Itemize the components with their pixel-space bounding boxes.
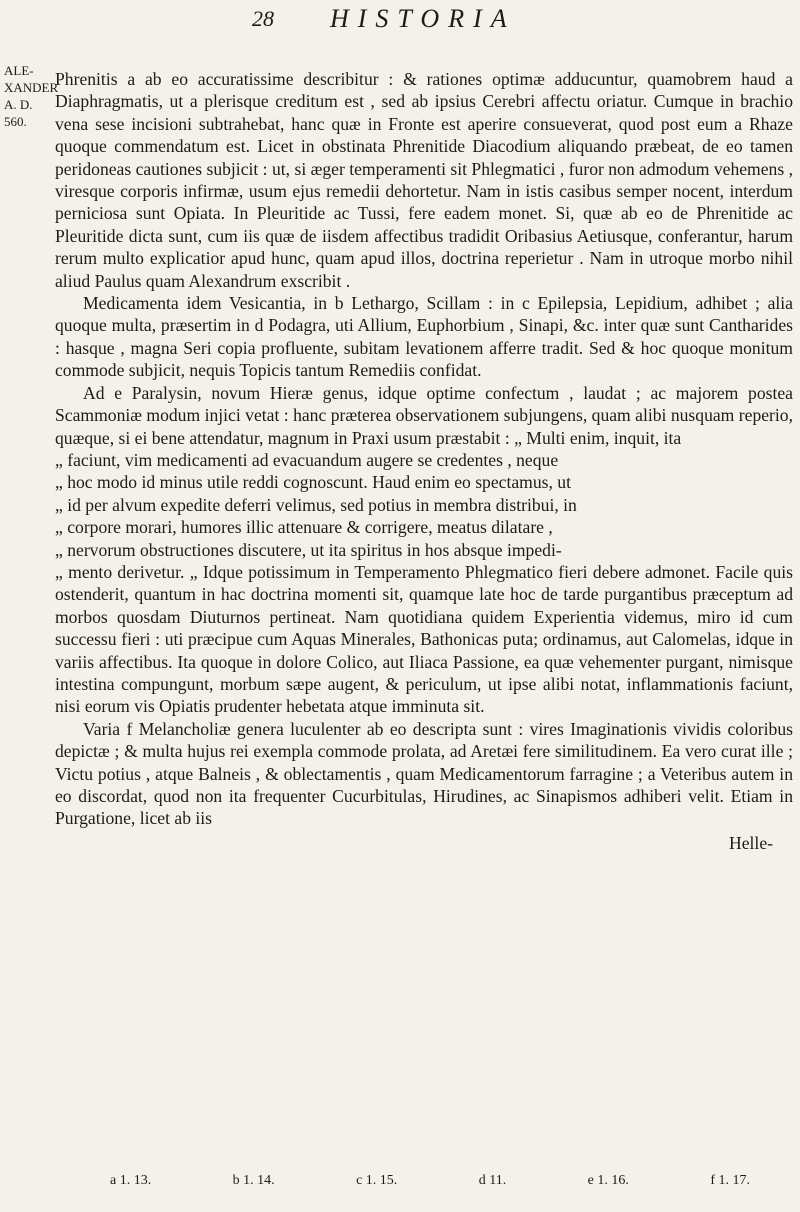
- margin-note-line: 560.: [4, 114, 27, 129]
- footnote: c 1. 15.: [356, 1173, 398, 1188]
- footnote: f 1. 17.: [710, 1173, 750, 1188]
- margin-note-line: A. D.: [4, 97, 33, 112]
- footnote: b 1. 14.: [232, 1173, 275, 1188]
- quoted-line: „ corpore morari, humores illic attenuare & corrigere, meatus dilatare ,: [55, 517, 553, 538]
- paragraph: „ mento derivetur. „ Idque potissimum in Temperamento Phlegmatico fieri debere admonet. Facile quis ostenderit, quantum in hac doctrina momenti sit, quamque late hoc de tarde purgantibus præceptum ad morbos quosdam Diuturnos pertineat. Nam quotidiana quidem Experientia videmus, miro id cum successu fieri : uti præcipue cum Aquas Minerales, Bathonicas puta; ordinamus, aut Calomelas, idque in variis affectibus. Ita quoque in dolore Colico, aut Iliaca Passione, ea quæ vehementer purgant, nimisque intestina compungunt, morbum sæpe augent, & periculum, ut ipse alibi notat, inflammationis faciunt, nisi eorum vis Opiatis prudenter hebetata atque imminuta sit.: [55, 561, 793, 717]
- quoted-line: „ nervorum obstructiones discutere, ut ita spiritus in hos absque impedi-: [55, 539, 562, 560]
- paragraph: Varia f Melancholiæ genera luculenter ab eo descripta sunt : vires Imaginationis vividis coloribus depictæ ; & multa hujus rei exempla commode prolata, ad Aretæi fere similitudinem. Ea vero curat ille ; Victu potius , atque Balneis , & oblectamentis , quam Medicamentorum farragine ; a Veteribus autem in eo discordat, quod non ita frequenter Cucurbitulas, Hirudines, ac Sinapismos adhiberi velit. Etiam in Purgatione, licet ab iis: [55, 718, 793, 829]
- footnotes: [110, 1173, 750, 1189]
- quoted-line: „ id per alvum expedite deferri velimus, sed potius in membra distribui, in: [55, 494, 577, 515]
- body-text: [55, 68, 793, 854]
- margin-note: [4, 62, 59, 130]
- quoted-line: „ faciunt, vim medicamenti ad evacuandum augere se credentes , neque: [55, 449, 559, 470]
- margin-note-line: ALE-: [4, 63, 34, 78]
- footnote: e 1. 16.: [587, 1173, 629, 1188]
- paragraph: Phrenitis a ab eo accuratissime describitur : & rationes optimæ adducuntur, quamobrem haud a Diaphragmatis, ut a plerisque creditum est , sed ab ipsius Cerebri affectu oriatur. Cumque in brachio vena sese incisioni subtrahebat, hanc quæ in Fronte est aperire consueverat, quod post eum a Rhaze quoque commendatum est. Licet in obstinata Phrenitide Diacodium aliquando præbeat, de eo tamen peridoneas cautiones subjicit : ut, si æger temperamenti sit Phlegmatici , furor non admodum vehemens , viresque corporis infirmæ, usum ejus remedii dehortetur. Nam in istis casibus semper nocent, interdum perniciosa sunt Opiata. In Pleuritide ac Tussi, fere eadem monet. Si, quæ ab eo de Phrenitide ac Pleuritide dicta sunt, cum iis quæ de iisdem affectibus tradidit Oribasius Aetiusque, conferantur, harum rerum multo explicatior apud hunc, quam apud illos, doctrina reperietur . Nam in utroque morbo nihil aliud Paulus quam Alexandrum exscribit .: [55, 69, 793, 291]
- footnote: a 1. 13.: [110, 1173, 152, 1188]
- margin-note-line: XANDER: [4, 80, 59, 95]
- paragraph: Ad e Paralysin, novum Hieræ genus, idque optime confectum , laudat ; ac majorem postea Scammoniæ modum injici vetat : hanc præterea observationem subjungens, quam alibi nusquam reperio, quæque, si ei bene attendatur, magnum in Praxi usum præstabit : „ Multi enim, inquit, ita: [55, 382, 793, 448]
- running-head: HISTORIA: [330, 4, 516, 33]
- footnote: d 11.: [478, 1173, 507, 1188]
- page-number: 28: [252, 6, 274, 31]
- catchword: Helle-: [729, 832, 773, 853]
- paragraph: Medicamenta idem Vesicantia, in b Lethargo, Scillam : in c Epilepsia, Lepidium, adhibet ; alia quoque multa, præsertim in d Podagra, uti Allium, Euphorbium , Sinapi, &c. inter quæ sunt Cantharides : hasque , magna Seri copia profluente, subitam levationem afferre tradit. Sed & hoc quoque monitum commode subjicit, nequis Topicis tantum Remediis confidat.: [55, 293, 793, 381]
- quoted-line: „ hoc modo id minus utile reddi cognoscunt. Haud enim eo spectamus, ut: [55, 472, 571, 493]
